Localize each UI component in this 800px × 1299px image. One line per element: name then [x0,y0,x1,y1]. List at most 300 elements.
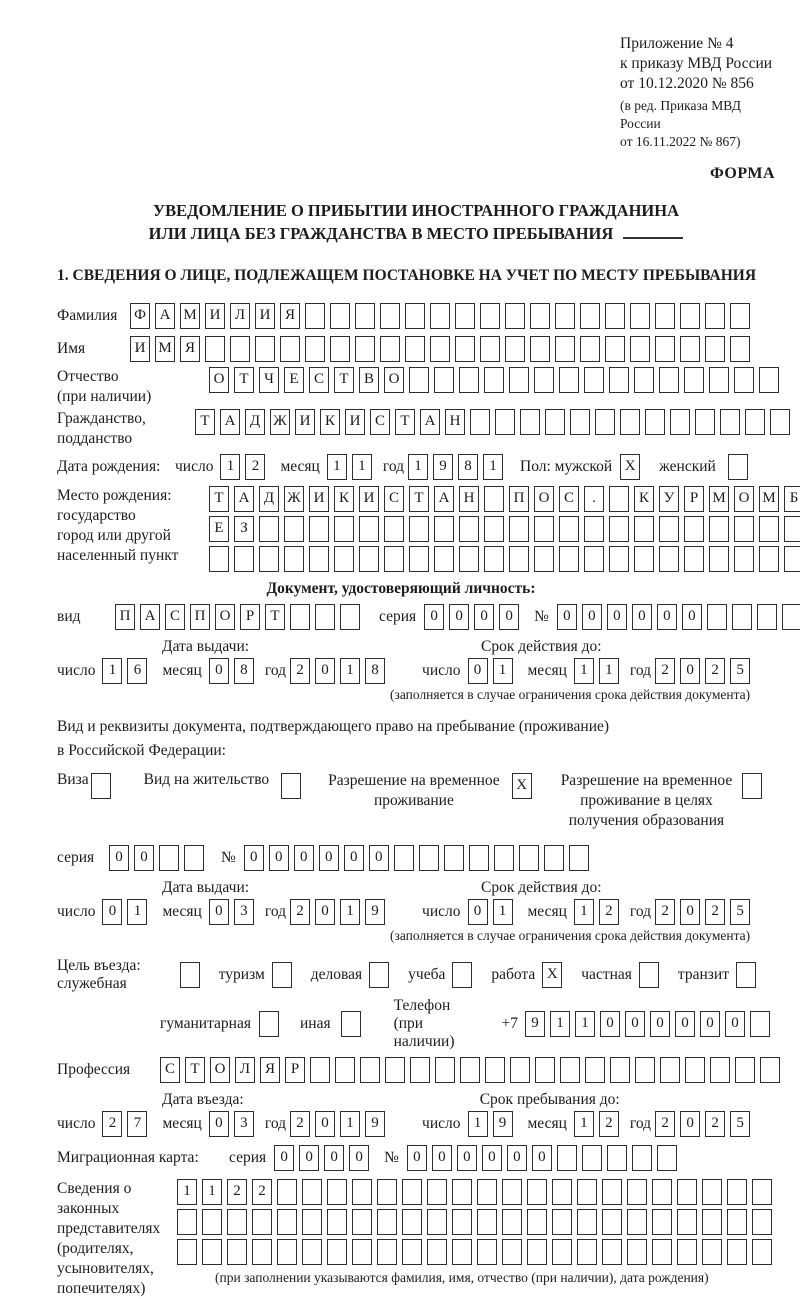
permit-valid-year-cells [655,899,755,925]
char-cell [284,546,304,572]
char-cell [335,1057,355,1083]
char-cell [430,303,450,329]
char-cell: 1 [483,454,503,480]
doc-number-label: № [534,608,549,625]
profession-label: Профессия [57,1061,131,1078]
sex-female-checkbox [728,454,753,480]
entry-dates-header [57,1091,775,1109]
char-cell: 0 [600,1011,620,1037]
char-cell [732,604,752,630]
char-cell [377,1179,397,1205]
char-cell [705,303,725,329]
char-cell: Т [209,486,229,512]
sex-male-label: Пол: мужской [520,458,613,475]
char-cell [570,409,590,435]
char-cell [484,546,504,572]
char-cell [459,516,479,542]
permit-number-cells [244,845,594,871]
char-cell [584,516,604,542]
char-cell [627,1209,647,1235]
char-cell [552,1239,572,1265]
name-cells [130,336,755,362]
char-cell: 0 [449,604,469,630]
char-cell [527,1209,547,1235]
birth-year-cells [408,454,508,480]
char-cell [380,303,400,329]
permit-issue-year-cells [290,899,390,925]
profession-cells [160,1057,785,1083]
char-cell: 0 [682,604,702,630]
entry-month-cells [209,1111,259,1137]
char-cell [377,1239,397,1265]
char-cell: Т [234,367,254,393]
char-cell [405,336,425,362]
char-cell [627,1179,647,1205]
phone-label: Телефон (при наличии) [393,997,455,1050]
char-cell: X [512,773,532,799]
char-cell [259,516,279,542]
appendix-note [620,34,775,151]
char-cell: 8 [365,658,385,684]
permit-number-label: № [221,849,236,866]
char-cell: Р [285,1057,305,1083]
char-cell: 0 [299,1145,319,1171]
char-cell [734,516,754,542]
name-row [57,336,775,362]
char-cell: П [509,486,529,512]
char-cell [477,1179,497,1205]
char-cell: О [215,604,235,630]
purpose-private-label: частная [581,966,632,983]
surname-cells [130,303,755,329]
char-cell [484,367,504,393]
char-cell [227,1209,247,1235]
guardians-cells [177,1179,777,1287]
char-cell: Н [459,486,479,512]
year-label: год [382,458,405,475]
char-cell [702,1239,722,1265]
char-cell: 0 [657,604,677,630]
forma-label: ФОРМА [709,165,775,182]
char-cell [734,546,754,572]
char-cell: И [205,303,225,329]
char-cell [680,336,700,362]
char-cell: 8 [234,658,254,684]
char-cell: 1 [340,658,360,684]
char-cell [227,1239,247,1265]
char-cell [427,1179,447,1205]
char-cell [352,1179,372,1205]
char-cell [277,1239,297,1265]
char-cell [259,1011,279,1037]
char-cell [502,1239,522,1265]
char-cell [209,546,229,572]
char-cell: 0 [432,1145,452,1171]
char-cell [584,546,604,572]
char-cell: 1 [408,454,428,480]
char-cell [695,409,715,435]
char-cell [659,516,679,542]
char-cell: У [659,486,679,512]
char-cell [544,845,564,871]
char-cell: П [190,604,210,630]
char-cell [409,546,429,572]
char-cell: 0 [499,604,519,630]
char-cell [602,1179,622,1205]
issue-date-label: Дата выдачи: [162,638,250,655]
char-cell: 0 [607,604,627,630]
char-cell [557,1145,577,1171]
char-cell [91,773,111,799]
char-cell: А [220,409,240,435]
section-1-heading: 1. СВЕДЕНИЯ О ЛИЦЕ, ПОДЛЕЖАЩЕМ ПОСТАНОВКЕ НА УЧЕТ ПО МЕСТУ ПРЕБЫВАНИЯ [57,267,757,284]
identity-document-row [57,604,775,630]
guardians-row1-cells [177,1179,777,1205]
char-cell: 0 [315,899,335,925]
char-cell: И [130,336,150,362]
char-cell: О [384,367,404,393]
char-cell: Т [195,409,215,435]
char-cell: А [234,486,254,512]
char-cell: 1 [202,1179,222,1205]
char-cell [685,1057,705,1083]
char-cell: 0 [700,1011,720,1037]
char-cell [355,303,375,329]
char-cell [341,1011,361,1037]
entry-purpose-row2 [57,997,775,1051]
char-cell [677,1209,697,1235]
char-cell [677,1179,697,1205]
char-cell [707,604,727,630]
rvp-label: Разрешение на временное проживание [328,772,500,809]
char-cell: А [420,409,440,435]
doc-valid-month-cells [574,658,624,684]
char-cell: 1 [177,1179,197,1205]
permit-series-row [57,845,775,871]
entry-date-label: Дата въезда: [162,1091,244,1108]
entry-year-cells [290,1111,390,1137]
char-cell: 0 [134,845,154,871]
char-cell: 1 [550,1011,570,1037]
char-cell [234,546,254,572]
purpose-study-label: учеба [408,966,446,983]
char-cell [272,962,292,988]
char-cell: 2 [102,1111,122,1137]
char-cell [477,1209,497,1235]
char-cell: Ф [130,303,150,329]
char-cell: 0 [680,658,700,684]
char-cell [727,1179,747,1205]
char-cell [710,1057,730,1083]
char-cell [281,773,301,799]
char-cell [480,336,500,362]
char-cell: Ч [259,367,279,393]
char-cell [410,1057,430,1083]
char-cell [452,1239,472,1265]
char-cell: 0 [274,1145,294,1171]
purpose-humanitarian-label: гуманитарная [160,1015,251,1032]
char-cell: 0 [650,1011,670,1037]
char-cell [610,1057,630,1083]
char-cell: Т [395,409,415,435]
form-title-line2: ИЛИ ЛИЦА БЕЗ ГРАЖДАНСТВА В МЕСТО ПРЕБЫВАНИЯ [148,224,614,243]
char-cell [184,845,204,871]
char-cell [684,516,704,542]
guardians-row3-cells [177,1239,777,1265]
limit-note: (заполняется в случае ограничения срока действия документа) [390,928,751,943]
char-cell [402,1239,422,1265]
char-cell: 1 [574,899,594,925]
char-cell [759,367,779,393]
char-cell [627,1239,647,1265]
char-cell: А [434,486,454,512]
birthplace-row1-cells [209,486,800,512]
char-cell: 2 [655,658,675,684]
char-cell [582,1145,602,1171]
char-cell: 1 [340,899,360,925]
char-cell: К [334,486,354,512]
char-cell: С [160,1057,180,1083]
char-cell [369,962,389,988]
char-cell [545,409,565,435]
entry-day-cells [102,1111,152,1137]
char-cell: 1 [327,454,347,480]
char-cell [480,303,500,329]
char-cell [630,336,650,362]
char-cell [639,962,659,988]
char-cell: 1 [468,1111,488,1137]
char-cell [552,1209,572,1235]
char-cell [759,516,779,542]
char-cell [385,1057,405,1083]
char-cell [455,336,475,362]
purpose-official-checkbox [180,962,205,988]
char-cell [330,303,350,329]
char-cell: Д [245,409,265,435]
char-cell [752,1179,772,1205]
char-cell [460,1057,480,1083]
char-cell: 0 [209,1111,229,1137]
char-cell [736,962,756,988]
migration-number-cells [407,1145,682,1171]
char-cell: Б [784,486,800,512]
char-cell: 1 [102,658,122,684]
day-label: число [175,458,214,475]
permit-dates-header: Дата выдачи: Срок действия до: [162,879,602,896]
char-cell [427,1209,447,1235]
char-cell [705,336,725,362]
char-cell [727,1239,747,1265]
char-cell: 0 [557,604,577,630]
char-cell [509,516,529,542]
char-cell [759,546,779,572]
char-cell [305,303,325,329]
char-cell [577,1179,597,1205]
char-cell [607,1145,627,1171]
char-cell: О [210,1057,230,1083]
char-cell [534,546,554,572]
char-cell [427,1239,447,1265]
char-cell [634,367,654,393]
char-cell [302,1179,322,1205]
char-cell: 9 [365,899,385,925]
char-cell: Л [235,1057,255,1083]
char-cell: Р [684,486,704,512]
char-cell [315,604,335,630]
char-cell [569,845,589,871]
char-cell: 1 [127,899,147,925]
char-cell: Т [185,1057,205,1083]
sex-female-label: женский [659,458,716,475]
rvp-education-label: Разрешение на временное проживание в целях получения образования [560,772,733,829]
char-cell: 9 [525,1011,545,1037]
char-cell: 1 [599,658,619,684]
char-cell: 1 [575,1011,595,1037]
char-cell [310,1057,330,1083]
char-cell [380,336,400,362]
char-cell [752,1209,772,1235]
char-cell [577,1209,597,1235]
char-cell [405,303,425,329]
permit-issue-month-cells [209,899,259,925]
char-cell [784,516,800,542]
char-cell: А [155,303,175,329]
permit-series-cells [109,845,209,871]
char-cell [277,1209,297,1235]
doc-valid-year-cells [655,658,755,684]
char-cell: Е [284,367,304,393]
visa-checkbox [91,773,116,799]
char-cell [277,1179,297,1205]
rvp-checkbox [512,773,537,799]
char-cell [782,604,800,630]
char-cell: 2 [245,454,265,480]
permit-paragraph: Вид и реквизиты документа, подтверждающего право на пребывание (проживание) в Российской Федерации: [57,718,610,759]
char-cell [659,546,679,572]
guardians-row2-cells [177,1209,777,1235]
char-cell: 8 [458,454,478,480]
char-cell [509,367,529,393]
char-cell: 1 [220,454,240,480]
char-cell [252,1239,272,1265]
migration-series-label: серия [229,1149,267,1166]
char-cell [609,516,629,542]
char-cell: 2 [599,899,619,925]
char-cell: Я [260,1057,280,1083]
char-cell [684,546,704,572]
appendix-line: (в ред. Приказа МВД России [620,98,741,131]
char-cell: 0 [407,1145,427,1171]
migration-series-cells [274,1145,374,1171]
char-cell: 3 [234,899,254,925]
char-cell [730,336,750,362]
char-cell: 0 [269,845,289,871]
permit-issue-day-cells [102,899,152,925]
stay-year-cells [655,1111,755,1137]
char-cell: И [359,486,379,512]
sex-male-checkbox [620,454,645,480]
char-cell: 1 [574,1111,594,1137]
char-cell: 0 [315,658,335,684]
char-cell: М [709,486,729,512]
char-cell [477,1239,497,1265]
entry-purpose-row [57,957,775,993]
char-cell [502,1209,522,1235]
char-cell [177,1239,197,1265]
char-cell: 1 [574,658,594,684]
char-cell [434,516,454,542]
char-cell: 2 [290,658,310,684]
char-cell: Ж [284,486,304,512]
char-cell [470,409,490,435]
identity-document-heading: Документ, удостоверяющий личность: [266,580,536,597]
char-cell [510,1057,530,1083]
rvp-education-checkbox [742,773,767,799]
purpose-tourism-checkbox [272,962,297,988]
char-cell [609,486,629,512]
char-cell: 0 [315,1111,335,1137]
migration-number-label: № [384,1149,399,1166]
char-cell [677,1239,697,1265]
char-cell [419,845,439,871]
guardians-block [57,1179,775,1299]
purpose-tourism-label: туризм [218,966,265,983]
char-cell [534,367,554,393]
char-cell [750,1011,770,1037]
char-cell: 7 [127,1111,147,1137]
char-cell [505,303,525,329]
citizenship-label: Гражданство, подданство [57,410,146,447]
char-cell [630,303,650,329]
char-cell: . [584,486,604,512]
char-cell: 0 [324,1145,344,1171]
char-cell [530,303,550,329]
permit-type-row [57,771,775,831]
char-cell [652,1239,672,1265]
char-cell: Ж [270,409,290,435]
char-cell: Я [180,336,200,362]
char-cell [309,546,329,572]
char-cell: 5 [730,899,750,925]
birthplace-label: Место рождения: государство город или другой населенный пункт [57,487,179,564]
char-cell: С [559,486,579,512]
char-cell [452,962,472,988]
name-label: Имя [57,340,86,357]
char-cell [655,303,675,329]
char-cell [252,1209,272,1235]
char-cell: С [309,367,329,393]
purpose-business-checkbox [369,962,394,988]
char-cell [580,336,600,362]
char-cell [559,367,579,393]
char-cell [645,409,665,435]
char-cell [684,367,704,393]
char-cell: 0 [424,604,444,630]
char-cell [742,773,762,799]
char-cell: 0 [209,658,229,684]
form-title-line1: УВЕДОМЛЕНИЕ О ПРИБЫТИИ ИНОСТРАННОГО ГРАЖДАНИНА [152,201,680,220]
char-cell: О [534,486,554,512]
char-cell [580,303,600,329]
char-cell [584,367,604,393]
appendix-line: от 16.11.2022 № 867) [620,134,741,149]
char-cell: 9 [365,1111,385,1137]
char-cell [784,546,800,572]
char-cell [620,409,640,435]
surname-label: Фамилия [57,307,118,324]
char-cell [757,604,777,630]
char-cell [728,454,748,480]
